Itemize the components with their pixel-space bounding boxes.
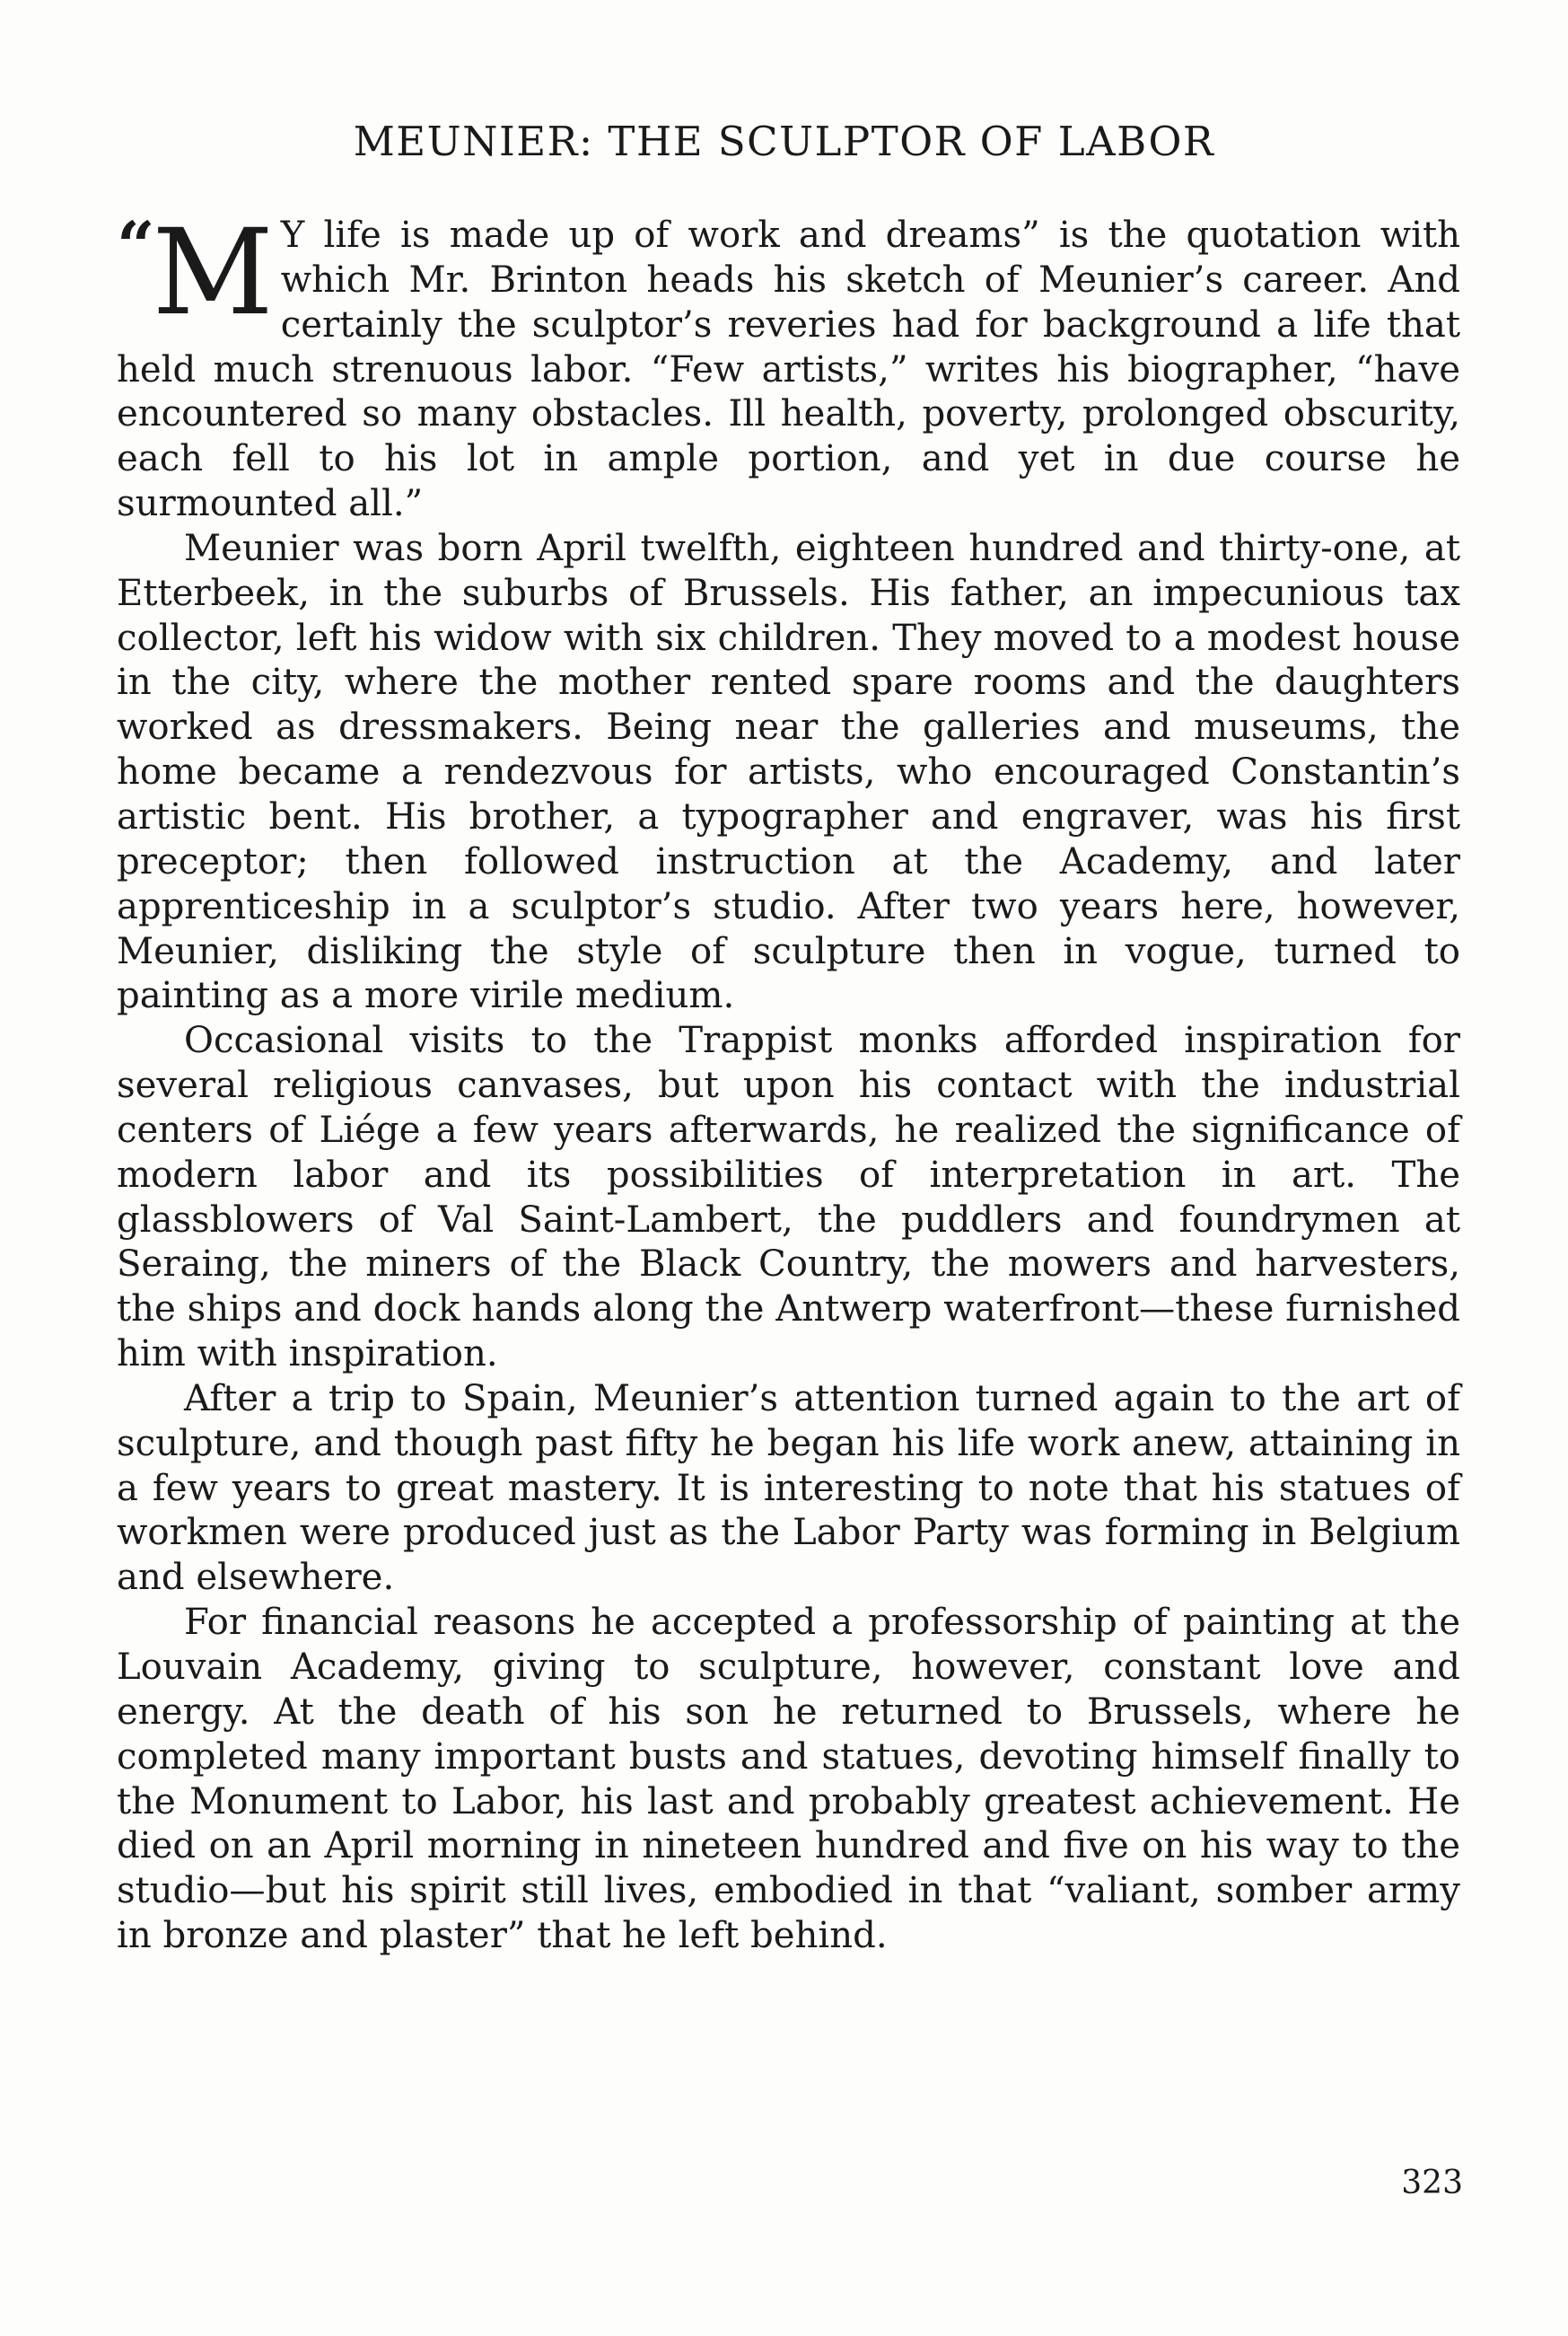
paragraph-1-text: Y life is made up of work and dreams” is the quotation with which Mr. Brinton heads his sketch of Meunier’s career. And certainly the sculptor’s reveries had for background a life that held much strenuous labor. “Few artists,” writes his biographer, “have encountered so many obstacles. Ill health, poverty, prolonged obscurity, each fell to his lot in ample portion, and yet in due course he surmounted all.” <box>117 215 1460 525</box>
drop-cap-quote-mark: “ <box>117 208 155 285</box>
drop-cap-letter: M <box>152 204 274 342</box>
paragraph-4: After a trip to Spain, Meunier’s attention turned again to the art of sculpture, and though past fifty he began his life work anew, attaining in a few years to great mastery. It is interesting to note that his statues of workmen were produced just as the Labor Party was forming in Belgium and elsewhere. <box>117 1377 1460 1599</box>
page-number: 323 <box>1401 2165 1463 2201</box>
drop-cap <box>117 204 274 342</box>
paragraph-3: Occasional visits to the Trappist monks afforded inspiration for several religious canvases, but upon his contact with the industrial centers of Liége a few years afterwards, he realized the significance of modern labor and its possibilities of interpretation in art. The glassblowers of Val Saint-Lambert, the puddlers and foundrymen at Seraing, the miners of the Black Country, the mowers and harvesters, the ships and dock hands along the Antwerp waterfront—these furnished him with inspiration. <box>117 1020 1460 1375</box>
article-body <box>117 204 1460 1959</box>
page-title: MEUNIER: THE SCULPTOR OF LABOR <box>353 118 1215 165</box>
paragraph-1 <box>117 204 1460 527</box>
paragraph-5: For financial reasons he accepted a professorship of painting at the Louvain Academy, giving to sculpture, however, constant love and energy. At the death of his son he returned to Brussels, where he completed many important busts and statues, devoting himself finally to the Monument to Labor, his last and probably greatest achievement. He died on an April morning in nineteen hundred and five on his way to the studio—but his spirit still lives, embodied in that “valiant, somber army in bronze and plaster” that he left behind. <box>117 1602 1460 1957</box>
paragraph-2: Meunier was born April twelfth, eighteen hundred and thirty-one, at Etterbeek, in the suburbs of Brussels. His father, an impecunious tax collector, left his widow with six children. They moved to a modest house in the city, where the mother rented spare rooms and the daughters worked as dressmakers. Being near the galleries and museums, the home became a rendezvous for artists, who encouraged Constantin’s artistic bent. His brother, a typographer and engraver, was his first preceptor; then followed instruction at the Academy, and later apprenticeship in a sculptor’s studio. After two years here, however, Meunier, disliking the style of sculpture then in vogue, turned to painting as a more virile medium. <box>117 527 1460 1017</box>
